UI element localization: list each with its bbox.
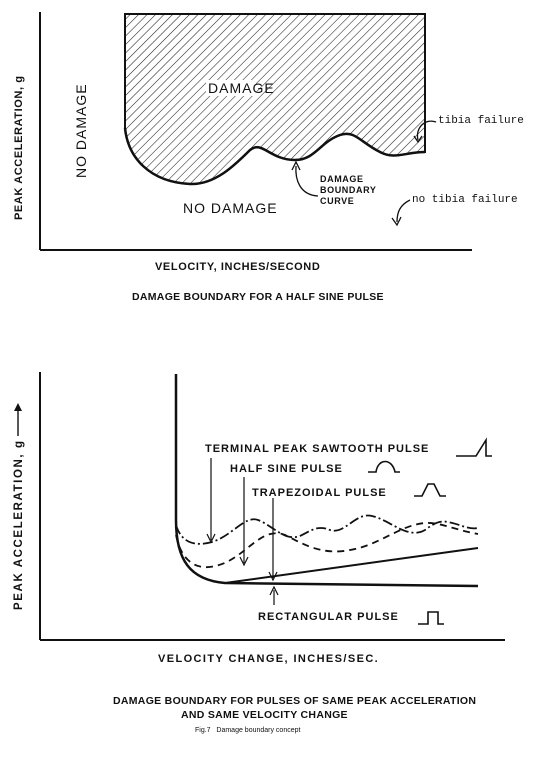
rectangular-label: RECTANGULAR PULSE: [258, 611, 399, 623]
damage-region: [125, 14, 425, 184]
sawtooth-pulse-icon: [456, 440, 492, 456]
y-up-arrowhead: [14, 403, 22, 411]
bottom-diagram: [13, 372, 505, 721]
top-caption: DAMAGE BOUNDARY FOR A HALF SINE PULSE: [132, 291, 384, 303]
top-y-axis-label: PEAK ACCELERATION, g: [13, 75, 25, 220]
bottom-x-axis-label: VELOCITY CHANGE, INCHES/SEC.: [158, 653, 380, 665]
no-tibia-failure-note: no tibia failure: [412, 194, 518, 206]
figure-label: Fig.7 Damage boundary concept: [195, 727, 301, 734]
no-tibia-failure-arrow: [397, 200, 410, 222]
bottom-y-axis-label: PEAK ACCELERATION, g: [13, 439, 25, 610]
half-sine-pulse-curve: [176, 523, 478, 567]
trapezoidal-pulse-icon: [414, 484, 446, 496]
damage-label: DAMAGE: [208, 80, 275, 96]
trapezoidal-pulse-curve: [225, 548, 478, 583]
boundary-arrow: [296, 166, 318, 196]
top-x-axis-label: VELOCITY, INCHES/SECOND: [155, 261, 321, 273]
tibia-failure-note: tibia failure: [438, 115, 524, 127]
no-damage-bottom-label: NO DAMAGE: [183, 200, 278, 216]
half-sine-label: HALF SINE PULSE: [230, 463, 343, 475]
rectangular-pulse-icon: [418, 612, 444, 624]
bottom-caption-line2: AND SAME VELOCITY CHANGE: [181, 709, 348, 721]
boundary-label-line1: DAMAGE: [320, 174, 364, 184]
trapezoidal-label: TRAPEZOIDAL PULSE: [252, 487, 387, 499]
boundary-label-line2: BOUNDARY: [320, 185, 377, 195]
no-damage-left-label: NO DAMAGE: [73, 83, 89, 178]
half-sine-pulse-icon: [368, 462, 400, 473]
terminal-peak-label: TERMINAL PEAK SAWTOOTH PULSE: [205, 443, 430, 455]
top-diagram: [13, 12, 524, 303]
terminal-peak-sawtooth-curve: [176, 516, 478, 544]
bottom-caption-line1: DAMAGE BOUNDARY FOR PULSES OF SAME PEAK ACCELERATION: [113, 695, 477, 707]
boundary-label-line3: CURVE: [320, 196, 355, 206]
